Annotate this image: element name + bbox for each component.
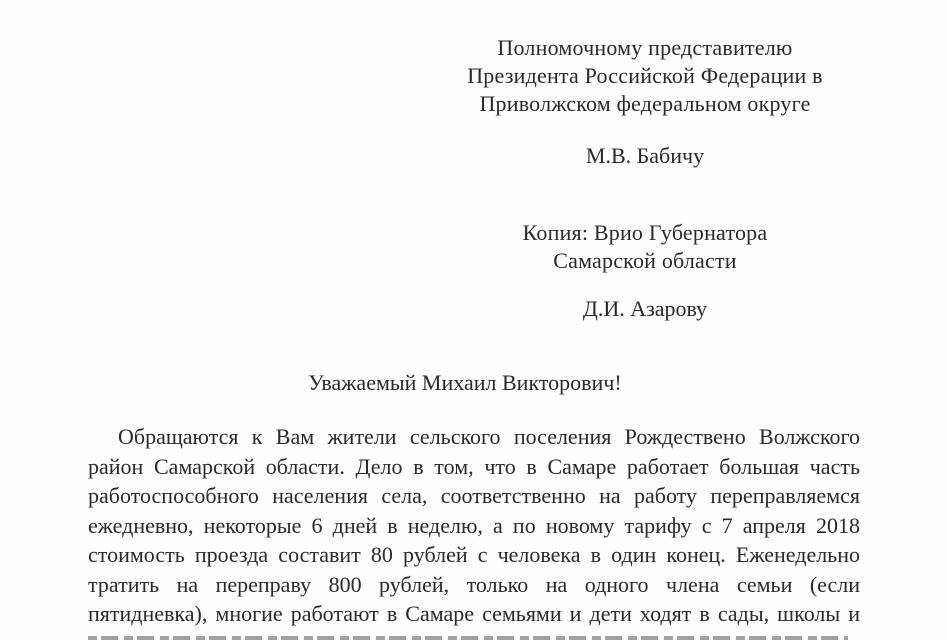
- greeting: Уважаемый Михаил Викторович!: [308, 370, 622, 395]
- addressee-line: Президента Российской Федерации в: [467, 63, 823, 88]
- cropped-text-line: [88, 628, 848, 640]
- letter-body: [88, 422, 860, 629]
- copy-name: Д.И. Азарову: [582, 296, 708, 321]
- body-line: пятидневка), многие работают в Самаре семьями и дети ходят в сады, школы и: [88, 601, 860, 626]
- body-line: тратить на переправу 800 рублей, только на одного члена семьи (если: [88, 571, 860, 597]
- body-line: ежедневно, некоторые 6 дней в неделю, а по новому тарифу с 7 апреля 2018: [88, 512, 860, 538]
- addressee-line: Приволжском федеральном округе: [479, 91, 811, 116]
- body-line: работоспособного населения села, соответственно на работу переправляемся: [88, 483, 860, 508]
- body-line: стоимость проезда составит 80 рублей с человека в один конец. Еженедельно: [88, 542, 860, 567]
- addressee-name: М.В. Бабичу: [585, 143, 705, 168]
- body-line: район Самарской области. Дело в том, что в Самаре работает большая часть: [88, 453, 860, 479]
- body-line: Обращаются к Вам жители сельского поселения Рождествено Волжского: [118, 424, 860, 449]
- copy-line: Копия: Врио Губернатора: [522, 220, 768, 245]
- addressee-line: Полномочному представителю: [497, 35, 793, 60]
- copy-line: Самарской области: [553, 248, 737, 273]
- copy-block: [445, 219, 845, 275]
- addressee-block: [445, 34, 845, 118]
